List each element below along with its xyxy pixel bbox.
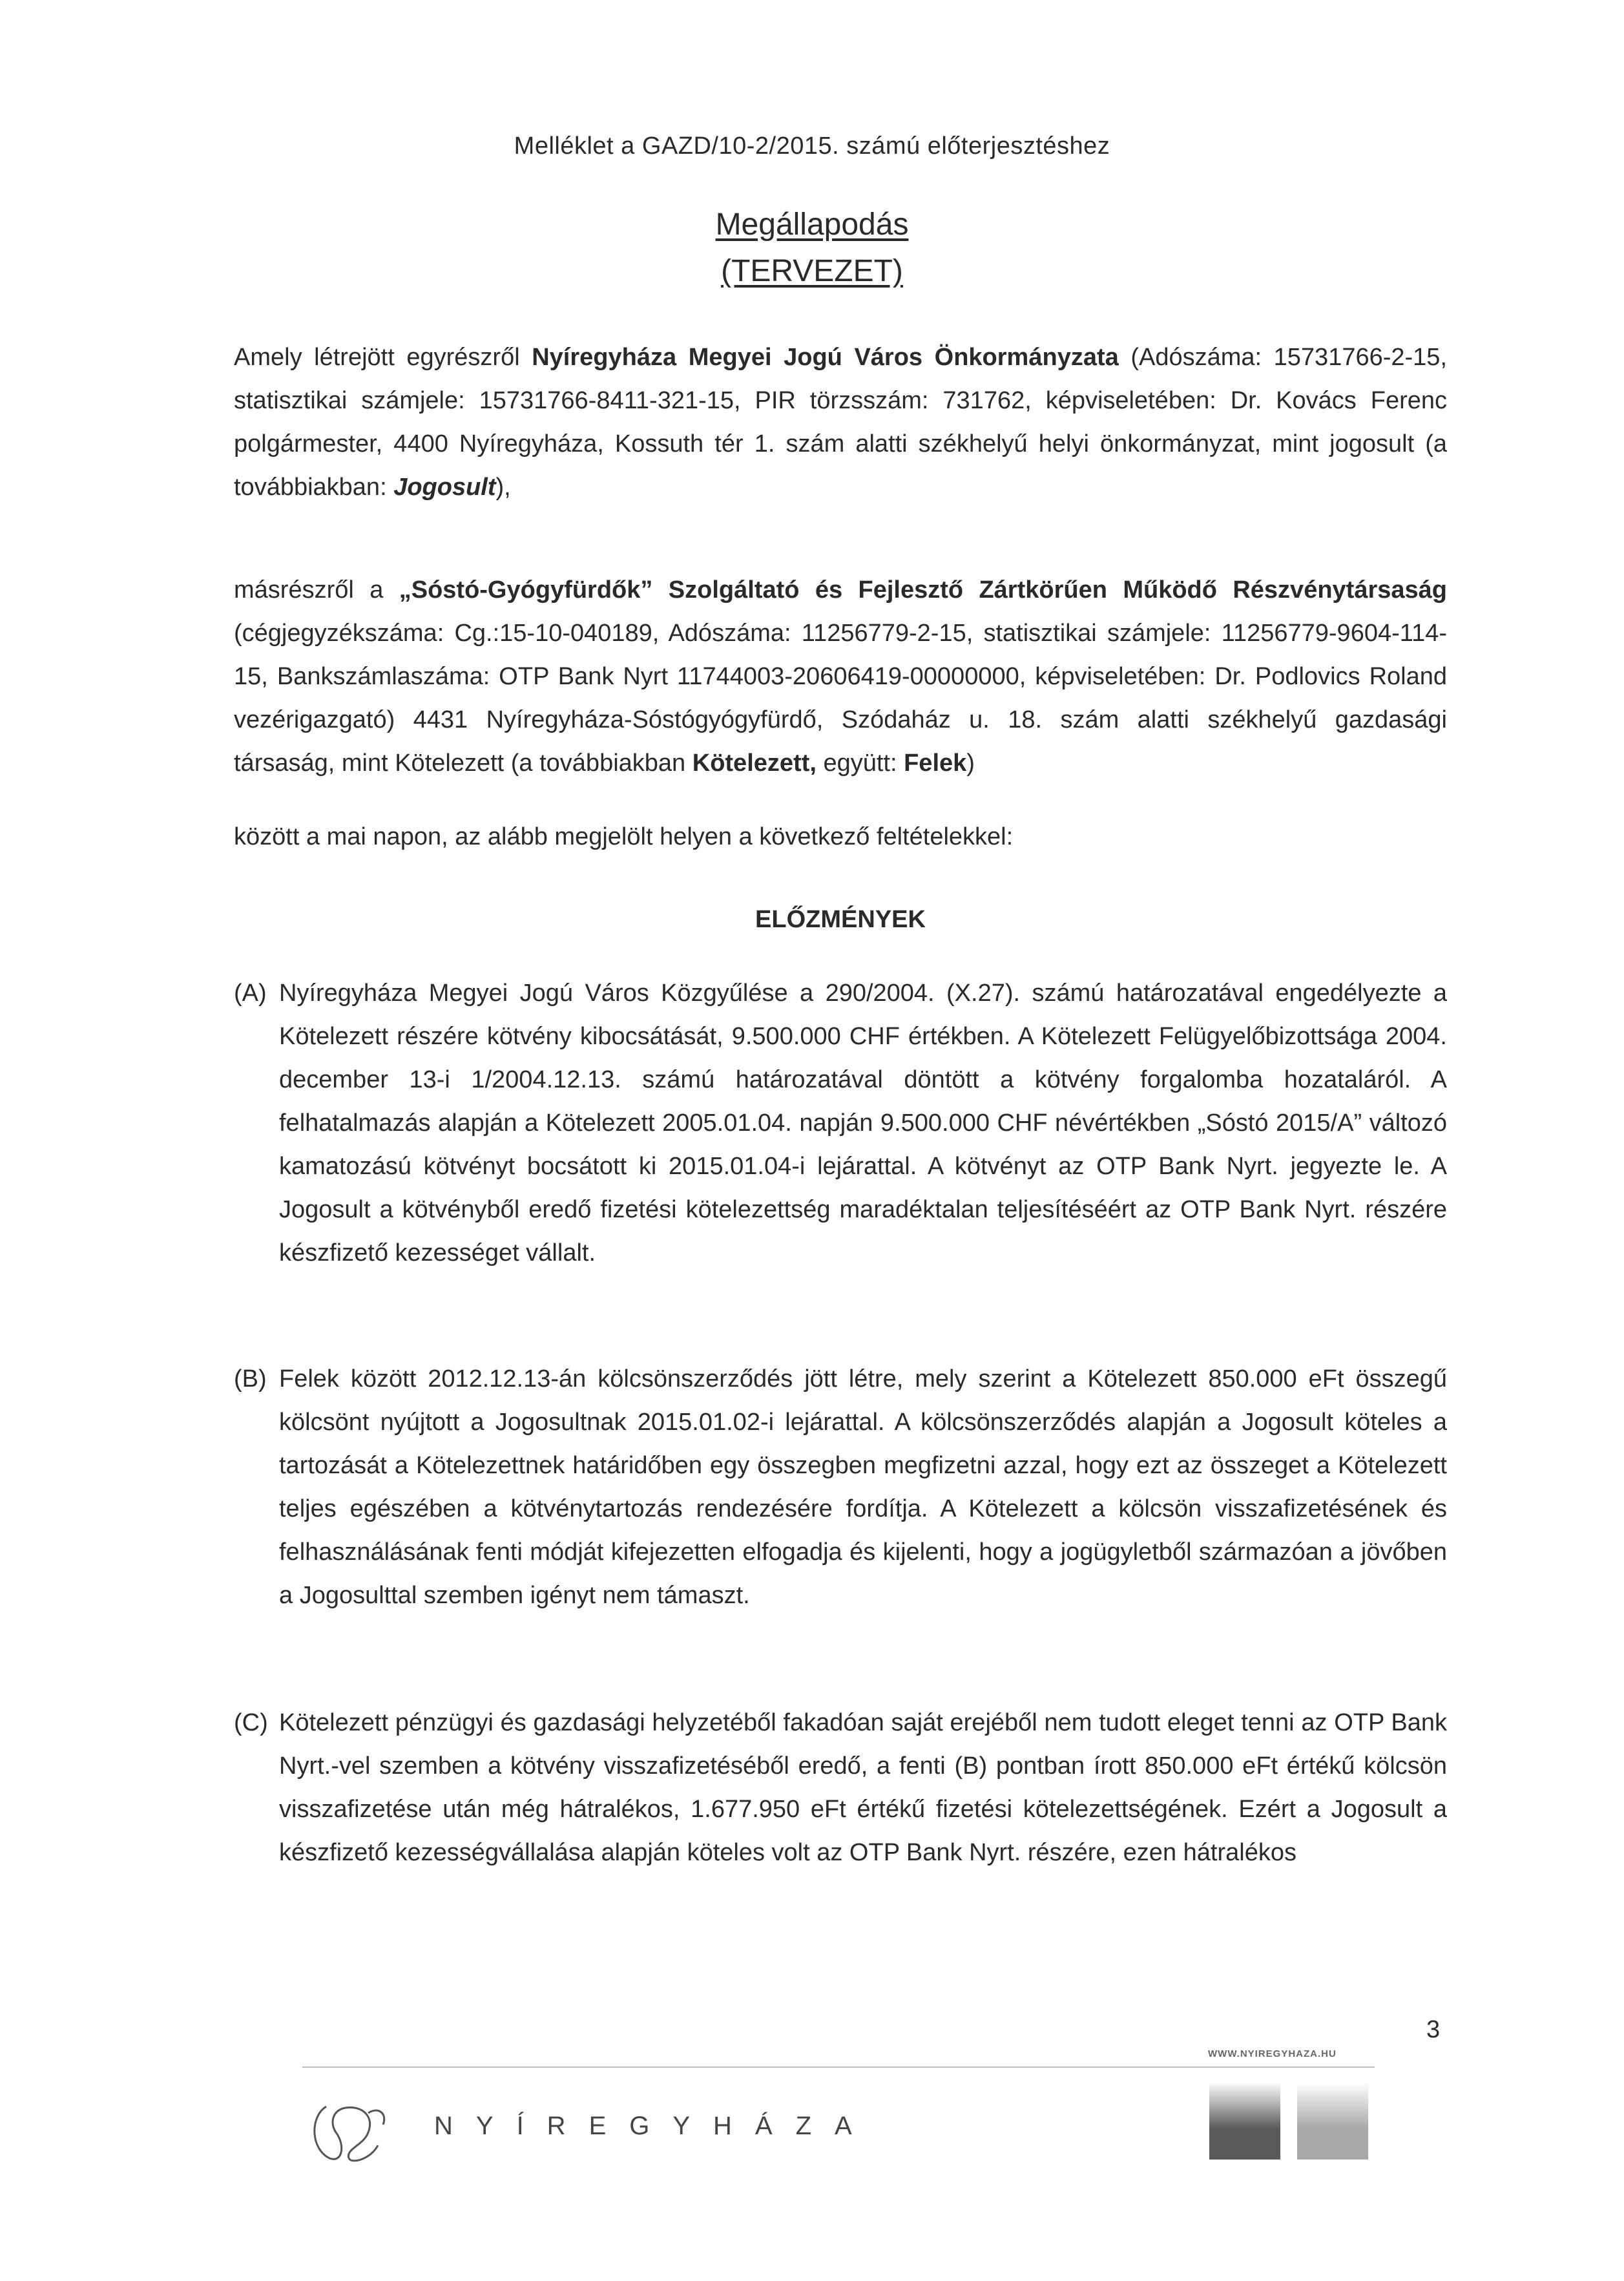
list-text-b: Felek között 2012.12.13-án kölcsönszerződés jött létre, mely szerint a Kötelezett 850.000 eFt összegű kölcsönt nyújtott a Jogosultnak 2015.01.02-i lejárattal. A kölcsönszerződés alapján a Jogosult köteles a tartozását a Kötelezettnek határidőben egy összegben megfizetni azzal, hogy ezt az összeget a Kötelezett teljes egészében a kötvénytartozás rendezésére fordítja. A Kötelezett a kölcsön visszafizetésének és felhasználásának fenti módját kifejezetten elfogadja és kijelenti, hogy a jogügyletből származóan a jövőben a Jogosulttal szemben igényt nem támaszt. bbox=[279, 1365, 1447, 1609]
list-label-a: (A) bbox=[234, 980, 267, 1007]
party-one-paragraph bbox=[234, 336, 1447, 509]
party-two-together: együtt: bbox=[816, 750, 904, 777]
party-one-details: (Adószáma: 15731766-2-15, statisztikai számjele: 15731766-8411-321-15, PIR törzsszám: 731762, képviseletében: Dr. Kovács Ferenc polgármester, 4400 Nyíregyháza, Kossuth tér 1. szám alatti székhelyű helyi önkormányzat, mint jogosult (a továbbiakban: bbox=[234, 344, 1447, 501]
footer-light-block bbox=[1297, 2082, 1368, 2160]
party-one-close: ), bbox=[495, 474, 511, 501]
party-two-name: „Sóstó-Gyógyfürdők” Szolgáltató és Fejlesztő Zártkörűen Működő Részvénytársaság bbox=[399, 576, 1447, 604]
website-label: WWW.NYIREGYHAZA.HU bbox=[1208, 2048, 1337, 2059]
party-two-intro: másrészről a bbox=[234, 576, 399, 604]
section-heading: ELŐZMÉNYEK bbox=[755, 906, 926, 933]
city-name: NYÍREGYHÁZA bbox=[434, 2112, 875, 2140]
party-two-details: (cégjegyzékszáma: Cg.:15-10-040189, Adószáma: 11256779-2-15, statisztikai számjele: 11256779-9604-114-15, Bankszámlaszáma: OTP Bank Nyrt 11744003-20606419-00000000, képviseletében: Dr. Podlovics Roland vezérigazgató) 4431 Nyíregyháza-Sóstógyógyfürdő, Szódaház u. 18. szám alatti székhelyű gazdasági társaság, mint Kötelezett (a továbbiakban bbox=[234, 620, 1447, 777]
list-text-c: Kötelezett pénzügyi és gazdasági helyzetéből fakadóan saját erejéből nem tudott eleget tenni az OTP Bank Nyrt.-vel szemben a kötvény visszafizetéséből eredő, a fenti (B) pontban írott 850.000 eFt értékű kölcsön visszafizetése után még hátralékos, 1.677.950 eFt értékű fizetési kötelezettségének. Ezért a Jogosult a készfizető kezességvállalása alapján köteles volt az OTP Bank Nyrt. részére, ezen hátralékos bbox=[279, 1709, 1447, 1866]
party-two-paragraph bbox=[234, 569, 1447, 785]
document-subtitle: (TERVEZET) bbox=[721, 254, 903, 288]
party-one-intro: Amely létrejött egyrészről bbox=[234, 344, 532, 371]
footer-divider bbox=[302, 2066, 1375, 2068]
party-one-name: Nyíregyháza Megyei Jogú Város Önkormányzata bbox=[532, 344, 1119, 371]
list-item-a bbox=[234, 972, 1447, 1275]
list-item-c bbox=[234, 1701, 1447, 1875]
page-number: 3 bbox=[1426, 2016, 1441, 2043]
footer-dark-block bbox=[1209, 2082, 1280, 2160]
list-text-a: Nyíregyháza Megyei Jogú Város Közgyűlése a 290/2004. (X.27). számú határozatával engedélyezte a Kötelezett részére kötvény kibocsátását, 9.500.000 CHF értékben. A Kötelezett Felügyelőbizottsága 2004. december 13-i 1/2004.12.13. számú határozatával döntött a kötvény forgalomba hozataláról. A felhatalmazás alapján a Kötelezett 2005.01.04. napján 9.500.000 CHF névértékben „Sóstó 2015/A” változó kamatozású kötvényt bocsátott ki 2015.01.04-i lejárattal. A kötvényt az OTP Bank Nyrt. jegyezte le. A Jogosult a kötvényből eredő fizetési kötelezettség maradéktalan teljesítéséért az OTP Bank Nyrt. részére készfizető kezességet vállalt. bbox=[279, 980, 1447, 1267]
party-one-role: Jogosult bbox=[393, 474, 496, 501]
list-label-b: (B) bbox=[234, 1365, 267, 1393]
document-title: Megállapodás bbox=[715, 207, 909, 242]
agreement-intro: között a mai napon, az alább megjelölt helyen a következő feltételekkel: bbox=[234, 823, 1014, 850]
party-two-close: ) bbox=[966, 750, 975, 777]
list-item-b bbox=[234, 1358, 1447, 1617]
party-two-role: Kötelezett, bbox=[692, 750, 817, 777]
list-label-c: (C) bbox=[234, 1709, 268, 1736]
city-logo-icon bbox=[307, 2094, 404, 2171]
parties-label: Felek bbox=[904, 750, 967, 777]
annex-line: Melléklet a GAZD/10-2/2015. számú előterjesztéshez bbox=[514, 132, 1110, 160]
